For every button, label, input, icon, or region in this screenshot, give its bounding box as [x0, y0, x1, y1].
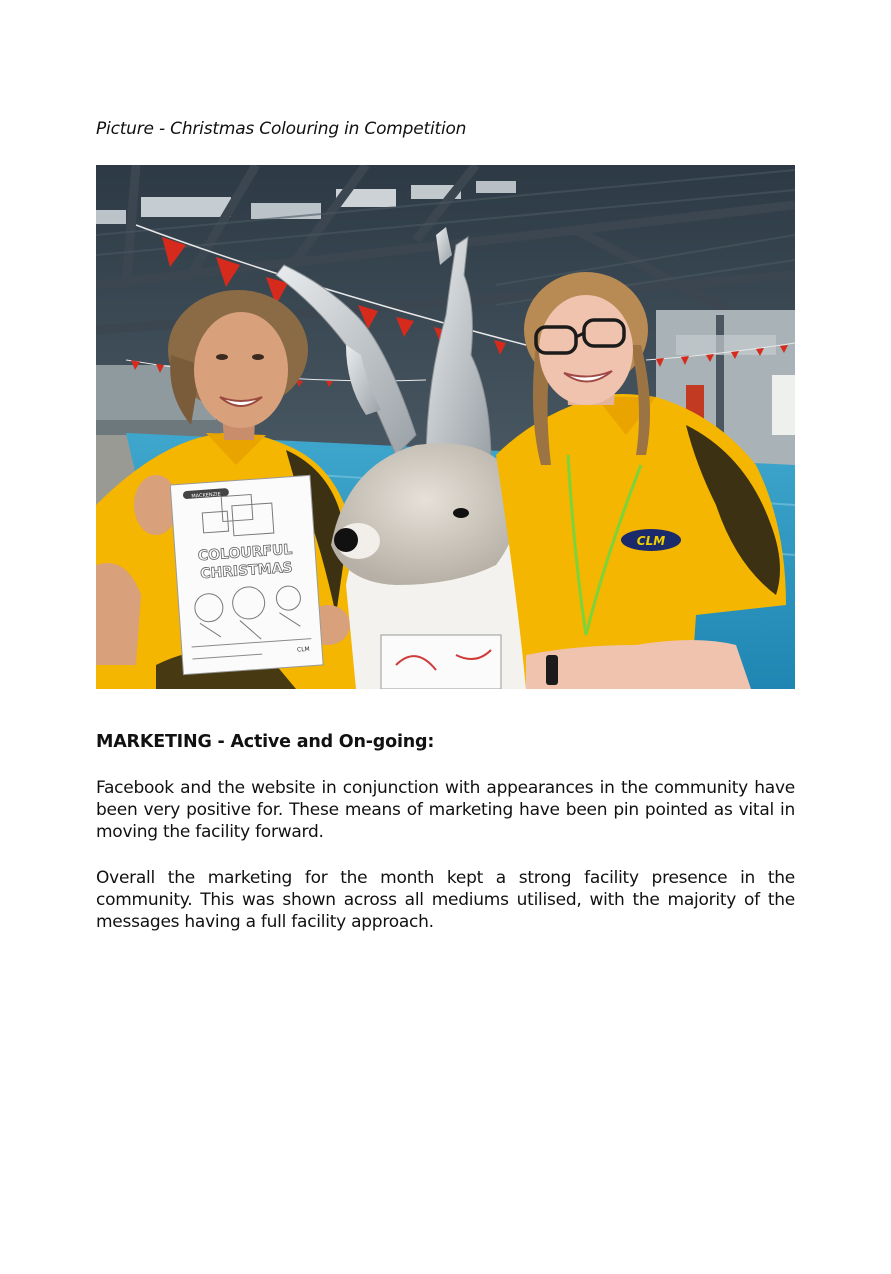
sheet-logo: CLM	[296, 645, 310, 654]
paragraph-marketing-channels: Facebook and the website in conjunction with appearances in the community have been very positive for. These means of marketing have been pin pointed as vital in moving the facility forward.	[96, 778, 795, 842]
photo-caption: Picture - Christmas Colouring in Competition	[96, 119, 467, 139]
colouring-sheet	[170, 475, 323, 674]
section-heading: MARKETING - Active and On-going:	[96, 732, 435, 752]
shirt-logo: CLM	[636, 534, 666, 548]
photo-image	[96, 165, 795, 689]
sheet-brand: MACKENZIE	[191, 491, 221, 500]
sheet-title-line1: COLOURFUL	[197, 541, 293, 565]
sheet-title-line2: CHRISTMAS	[199, 559, 294, 583]
photo-christmas-colouring	[96, 165, 795, 689]
paragraph-marketing-overall: Overall the marketing for the month kept a strong facility presence in the community. This was shown across all mediums utilised, with the majority of the messages having a full facility approach.	[96, 868, 795, 932]
